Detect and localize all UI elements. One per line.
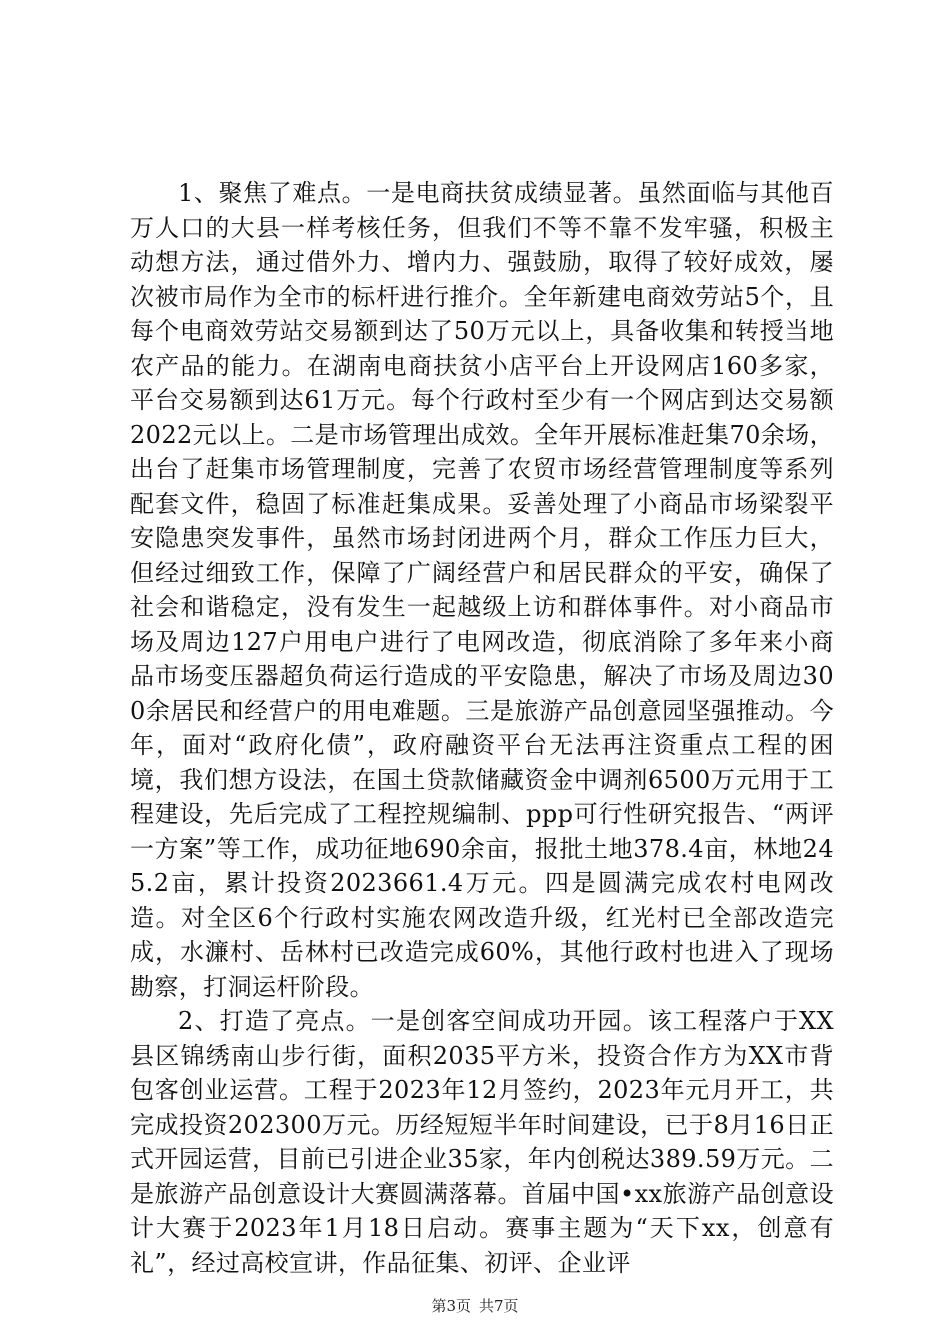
page-footer bbox=[0, 1296, 950, 1316]
page-number: 第3页 bbox=[431, 1297, 471, 1315]
page-total: 共7页 bbox=[479, 1297, 519, 1315]
paragraph-2: 2、打造了亮点。一是创客空间成功开园。该工程落户于XX县区锦绣南山步行街，面积2035平方米，投资合作方为XX市背包客创业运营。工程于2023年12月签约，2023年元月开工，共完成投资202300万元。历经短短半年时间建设，已于8月16日正式开园运营，目前已引进企业35家，年内创税达389.59万元。二是旅游产品创意设计大赛圆满落幕。首届中国•xx旅游产品创意设计大赛于2023年1月18日启动。赛事主题为“天下xx，创意有礼”，经过高校宣讲，作品征集、初评、企业评 bbox=[130, 1007, 834, 1277]
paragraph-1: 1、聚焦了难点。一是电商扶贫成绩显著。虽然面临与其他百万人口的大县一样考核任务，但我们不等不靠不发牢骚，积极主动想方法，通过借外力、增内力、强鼓励，取得了较好成效，屡次被市局作为全市的标杆进行推介。全年新建电商效劳站5个，且每个电商效劳站交易额到达了50万元以上，具备收集和转授当地农产品的能力。在湖南电商扶贫小店平台上开设网店160多家，平台交易额到达61万元。每个行政村至少有一个网店到达交易额2022元以上。二是市场管理出成效。全年开展标准赶集70余场，出台了赶集市场管理制度，完善了农贸市场经营管理制度等系列配套文件，稳固了标准赶集成果。妥善处理了小商品市场梁裂平安隐患突发事件，虽然市场封闭进两个月，群众工作压力巨大，但经过细致工作，保障了广阔经营户和居民群众的平安，确保了社会和谐稳定，没有发生一起越级上访和群体事件。对小商品市场及周边127户用电户进行了电网改造，彻底消除了多年来小商品市场变压器超负荷运行造成的平安隐患，解决了市场及周边300余居民和经营户的用电难题。三是旅游产品创意园坚强推动。今年，面对“政府化债”，政府融资平台无法再注资重点工程的困境，我们想方设法，在国土贷款储藏资金中调剂6500万元用于工程建设，先后完成了工程控规编制、ppp可行性研究报告、“两评一方案”等工作，成功征地690余亩，报批土地378.4亩，林地245.2亩，累计投资2023661.4万元。四是圆满完成农村电网改造。对全区6个行政村实施农网改造升级，红光村已全部改造完成，水濂村、岳林村已改造完成60%，其他行政村也进入了现场勘察，打洞运杆阶段。 bbox=[130, 179, 835, 1001]
document-body bbox=[130, 176, 834, 1280]
